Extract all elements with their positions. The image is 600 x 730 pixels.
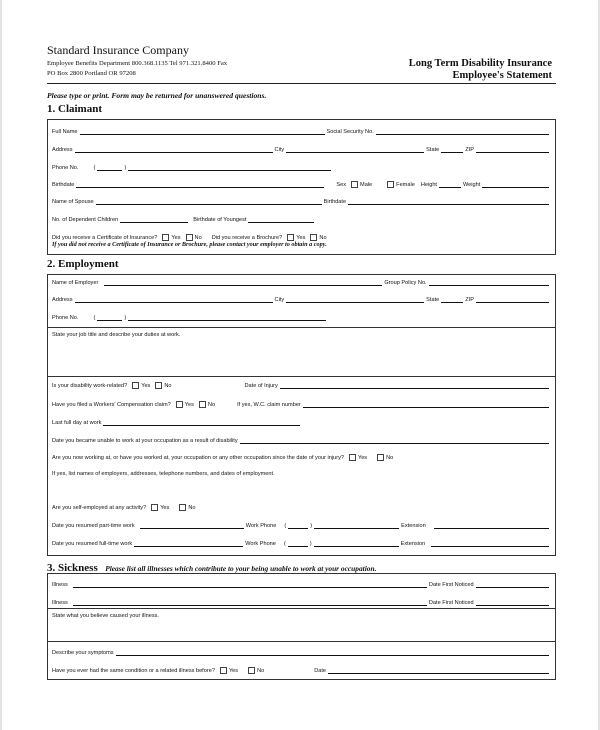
state-label: State: [426, 147, 440, 153]
divider: [47, 608, 556, 609]
caused-field[interactable]: [49, 620, 554, 640]
paren-open: (: [283, 541, 286, 547]
work-phone-label: Work Phone: [245, 541, 276, 547]
wc-no-checkbox[interactable]: [199, 401, 206, 408]
contact-line-1: Employee Benefits Department 800.368.1135 Tel 971.321.8400 Fax: [47, 60, 228, 67]
full-name-label: Full Name: [52, 129, 78, 135]
no-label: No: [194, 235, 202, 241]
part-time-area-code[interactable]: [288, 522, 308, 529]
paren-close: ): [309, 541, 312, 547]
youngest-label: Birthdate of Youngest: [193, 217, 247, 223]
form-title-2: Employee's Statement: [452, 70, 552, 81]
birthdate-field[interactable]: [76, 181, 324, 188]
section-sickness-heading: 3. Sickness: [47, 562, 98, 574]
job-title-field[interactable]: [49, 338, 554, 374]
state-label: State: [426, 297, 440, 303]
symptoms-field[interactable]: [116, 649, 549, 656]
employer-state-field[interactable]: [441, 296, 463, 303]
full-time-extension-field[interactable]: [431, 540, 549, 547]
full-name-field[interactable]: [80, 128, 325, 135]
full-time-phone-field[interactable]: [314, 540, 399, 547]
female-checkbox[interactable]: [387, 181, 394, 188]
certificate-no-checkbox[interactable]: [186, 234, 193, 241]
wc-claim-question: Have you filed a Workers' Compensation claim?: [52, 402, 171, 408]
section-claimant-heading: 1. Claimant: [47, 103, 102, 115]
section-employment-heading: 2. Employment: [47, 258, 119, 270]
work-related-row: [52, 381, 551, 389]
date-label: Date: [314, 668, 327, 674]
no-label: No: [164, 383, 172, 389]
brochure-yes-checkbox[interactable]: [287, 234, 294, 241]
extension-label: Extension: [401, 523, 426, 529]
same-condition-date-field[interactable]: [328, 667, 549, 674]
full-time-row: [52, 539, 551, 547]
instructions: Please type or print. Form may be returned for unanswered questions.: [47, 91, 267, 100]
address-row: [52, 145, 551, 153]
employer-label: Name of Employer: [52, 280, 99, 286]
employer-row: [52, 278, 551, 286]
area-code-field[interactable]: [97, 164, 122, 171]
yes-label: Yes: [296, 235, 306, 241]
date-first-label: Date First Noticed: [428, 600, 474, 606]
children-row: [52, 215, 551, 223]
youngest-field[interactable]: [248, 216, 314, 223]
extension-label: Extension: [400, 541, 426, 547]
phone-label: Phone No.: [52, 315, 79, 321]
last-day-field[interactable]: [103, 419, 300, 426]
no-label: No: [188, 505, 196, 511]
state-field[interactable]: [441, 146, 463, 153]
yes-label: Yes: [228, 668, 239, 674]
last-day-label: Last full day at work: [52, 420, 102, 426]
children-field[interactable]: [120, 216, 188, 223]
same-condition-yes-checkbox[interactable]: [220, 667, 227, 674]
sex-label: Sex: [336, 182, 347, 188]
self-employed-row: [52, 503, 551, 511]
divider: [47, 376, 556, 377]
spouse-birthdate-field[interactable]: [348, 198, 549, 205]
work-related-question: Is your disability work-related?: [52, 383, 128, 389]
part-time-phone-field[interactable]: [314, 522, 399, 529]
yes-label: Yes: [160, 505, 170, 511]
date-injury-field[interactable]: [280, 382, 549, 389]
weight-field[interactable]: [482, 181, 549, 188]
working-now-row: [52, 453, 551, 461]
full-name-row: [52, 127, 551, 135]
zip-label: ZIP: [465, 297, 474, 303]
address-field[interactable]: [75, 146, 273, 153]
self-employed-no-checkbox[interactable]: [179, 504, 186, 511]
same-condition-question: Have you ever had the same condition or a related illness before?: [52, 668, 215, 674]
contact-line-2: PO Box 2800 Portland OR 97208: [47, 70, 136, 77]
employer-area-code-field[interactable]: [97, 314, 122, 321]
symptoms-label: Describe your symptoms: [52, 650, 114, 656]
same-condition-row: [52, 666, 551, 674]
date-first-label: Date First Noticed: [428, 582, 474, 588]
height-field[interactable]: [439, 181, 461, 188]
birthdate-row: [52, 180, 551, 188]
no-label: No: [319, 235, 327, 241]
divider: [47, 641, 556, 642]
yes-label: Yes: [141, 383, 151, 389]
work-phone-label: Work Phone: [245, 523, 277, 529]
wc-number-field[interactable]: [303, 401, 549, 408]
no-label: No: [257, 668, 265, 674]
form-title-1: Long Term Disability Insurance: [408, 58, 552, 69]
paren-close: ): [124, 165, 127, 171]
certificate-row: [52, 233, 551, 241]
group-policy-field[interactable]: [429, 279, 549, 286]
certificate-yes-checkbox[interactable]: [162, 234, 169, 241]
if-yes-list-label: If yes, list names of employers, addresses, telephone numbers, and dates of employment.: [52, 471, 275, 477]
phone-label: Phone No.: [52, 165, 79, 171]
wc-yes-checkbox[interactable]: [176, 401, 183, 408]
yes-label: Yes: [171, 235, 181, 241]
working-now-yes-checkbox[interactable]: [349, 454, 356, 461]
spouse-label: Name of Spouse: [52, 199, 94, 205]
female-label: Female: [396, 182, 415, 188]
spouse-row: [52, 197, 551, 205]
spouse-field[interactable]: [96, 198, 322, 205]
wc-number-label: If yes, W.C. claim number: [237, 402, 301, 408]
spouse-birthdate-label: Birthdate: [323, 199, 347, 205]
part-time-extension-field[interactable]: [434, 522, 549, 529]
address-label: Address: [52, 297, 73, 303]
symptoms-row: [52, 648, 551, 656]
part-time-label: Date you resumed part-time work: [52, 523, 135, 529]
employer-city-field[interactable]: [286, 296, 424, 303]
date-first-field-1[interactable]: [476, 581, 549, 588]
paren-close: ): [310, 523, 313, 529]
illness-label: Illness: [52, 582, 68, 588]
full-time-area-code[interactable]: [288, 540, 308, 547]
paren-open: (: [284, 523, 287, 529]
working-now-no-checkbox[interactable]: [377, 454, 384, 461]
illness-field-2[interactable]: [73, 599, 427, 606]
paren-open: (: [93, 315, 96, 321]
height-label: Height: [420, 182, 437, 188]
caused-label: State what you believe caused your illness.: [52, 613, 159, 619]
date-unable-label: Date you became unable to work at your occupation as a result of disability: [52, 438, 238, 444]
certificate-question: Did you receive a Certificate of Insurance?: [52, 235, 158, 241]
employer-phone-row: [52, 313, 551, 321]
children-label: No. of Dependent Children: [52, 217, 119, 223]
male-label: Male: [360, 182, 373, 188]
date-injury-label: Date of Injury: [244, 383, 278, 389]
employer-phone-field[interactable]: [128, 314, 326, 321]
full-time-label: Date you resumed full-time work: [52, 541, 133, 547]
paren-open: (: [93, 165, 96, 171]
employers-list-field[interactable]: [49, 478, 554, 500]
city-label: City: [274, 297, 285, 303]
part-time-row: [52, 521, 551, 529]
self-employed-question: Are you self-employed at any activity?: [52, 505, 147, 511]
illness-row: [52, 598, 551, 606]
job-title-label: State your job title and describe your duties at work.: [52, 332, 181, 338]
self-employed-yes-checkbox[interactable]: [151, 504, 158, 511]
work-related-no-checkbox[interactable]: [155, 382, 162, 389]
employer-zip-field[interactable]: [476, 296, 549, 303]
yes-label: Yes: [184, 402, 194, 408]
illness-field-1[interactable]: [73, 581, 427, 588]
date-unable-row: [52, 436, 551, 444]
company-name: Standard Insurance Company: [47, 43, 189, 57]
same-condition-no-checkbox[interactable]: [248, 667, 255, 674]
group-policy-label: Group Policy No.: [384, 280, 427, 286]
city-label: City: [274, 147, 285, 153]
certificate-note: If you did not receive a Certificate of Insurance or Brochure, please contact your employer to obtain a copy.: [52, 241, 327, 248]
working-now-question: Are you now working at, or have you worked at, your occupation or any other occupation since the date of your injury?: [52, 455, 344, 461]
no-label: No: [207, 402, 216, 408]
weight-label: Weight: [462, 182, 481, 188]
date-unable-field[interactable]: [240, 437, 549, 444]
phone-row: [52, 163, 551, 171]
work-related-yes-checkbox[interactable]: [132, 382, 139, 389]
brochure-no-checkbox[interactable]: [310, 234, 317, 241]
ssn-field[interactable]: [376, 128, 549, 135]
male-checkbox[interactable]: [351, 181, 358, 188]
header-divider: [47, 83, 556, 84]
zip-field[interactable]: [476, 146, 549, 153]
brochure-question: Did you receive a Brochure?: [211, 235, 283, 241]
birthdate-label: Birthdate: [52, 182, 75, 188]
employer-address-field[interactable]: [75, 296, 273, 303]
sickness-subheading: Please list all illnesses which contribute to your being unable to work at your occupation.: [105, 564, 377, 573]
address-label: Address: [52, 147, 73, 153]
city-field[interactable]: [286, 146, 424, 153]
no-label: No: [386, 455, 394, 461]
employer-field[interactable]: [104, 279, 382, 286]
ssn-label: Social Security No.: [326, 129, 374, 135]
divider: [47, 327, 556, 328]
paren-close: ): [124, 315, 127, 321]
employer-address-row: [52, 295, 551, 303]
zip-label: ZIP: [465, 147, 474, 153]
full-time-field[interactable]: [134, 540, 243, 547]
part-time-field[interactable]: [140, 522, 244, 529]
last-day-row: [52, 418, 551, 426]
date-first-field-2[interactable]: [476, 599, 549, 606]
yes-label: Yes: [357, 455, 368, 461]
phone-field[interactable]: [128, 164, 331, 171]
wc-claim-row: [52, 400, 551, 408]
illness-row: [52, 580, 551, 588]
illness-label: Illness: [52, 600, 68, 606]
